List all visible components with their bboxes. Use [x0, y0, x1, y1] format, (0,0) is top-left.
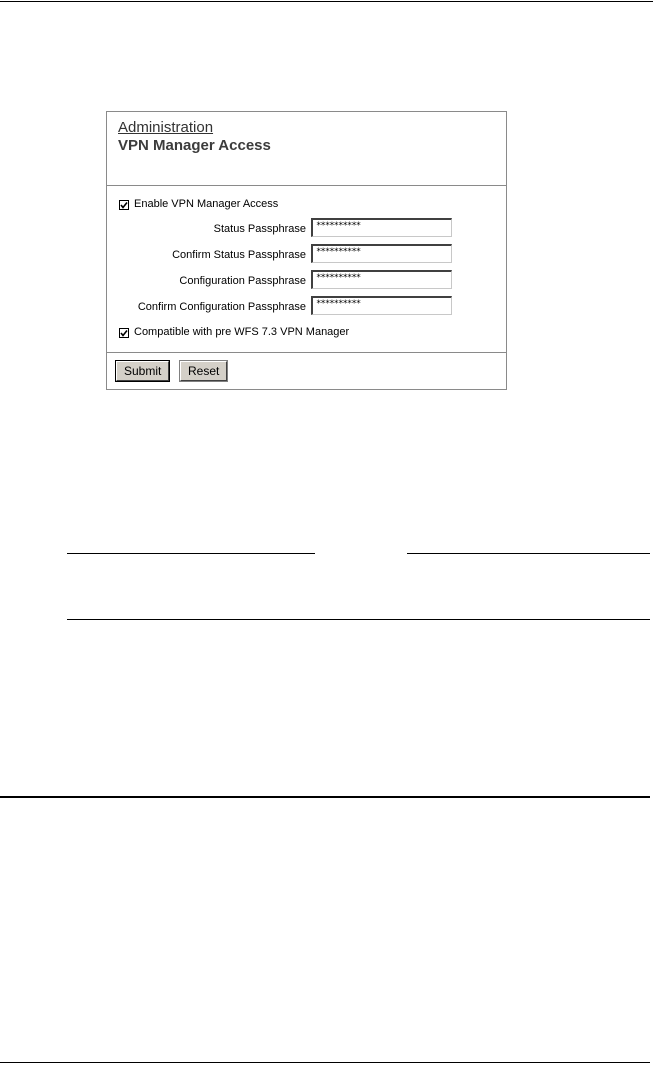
- compat-checkbox[interactable]: [119, 328, 129, 338]
- footer-divider: [107, 352, 506, 353]
- table-rule-bottom: [67, 619, 650, 620]
- vpn-manager-access-panel: [106, 111, 507, 390]
- section-rule: [0, 796, 650, 798]
- compat-row: [119, 326, 349, 339]
- status-passphrase-input[interactable]: **********: [311, 218, 452, 237]
- configuration-passphrase-input[interactable]: **********: [311, 270, 452, 289]
- status-passphrase-label: Status Passphrase: [213, 223, 306, 235]
- breadcrumb-administration[interactable]: Administration: [118, 119, 214, 136]
- submit-button[interactable]: Submit: [116, 361, 169, 381]
- check-icon: [120, 329, 128, 337]
- confirm-configuration-passphrase-input[interactable]: **********: [311, 296, 452, 315]
- confirm-status-passphrase-label: Confirm Status Passphrase: [172, 249, 306, 261]
- configuration-passphrase-label: Configuration Passphrase: [179, 275, 306, 287]
- header-divider: [107, 185, 506, 186]
- reset-button[interactable]: Reset: [180, 361, 227, 381]
- enable-vpn-checkbox[interactable]: [119, 200, 129, 210]
- footer-rule: [0, 1062, 650, 1063]
- page-title: VPN Manager Access: [118, 137, 271, 154]
- check-icon: [120, 201, 128, 209]
- enable-vpn-row: [119, 198, 278, 211]
- top-rule: [0, 1, 653, 2]
- table-rule-left: [67, 553, 315, 554]
- enable-vpn-label: Enable VPN Manager Access: [134, 198, 279, 210]
- confirm-configuration-passphrase-label: Confirm Configuration Passphrase: [137, 301, 306, 313]
- table-rule-right: [407, 553, 650, 554]
- confirm-status-passphrase-input[interactable]: **********: [311, 244, 452, 263]
- compat-label: Compatible with pre WFS 7.3 VPN Manager: [134, 326, 350, 338]
